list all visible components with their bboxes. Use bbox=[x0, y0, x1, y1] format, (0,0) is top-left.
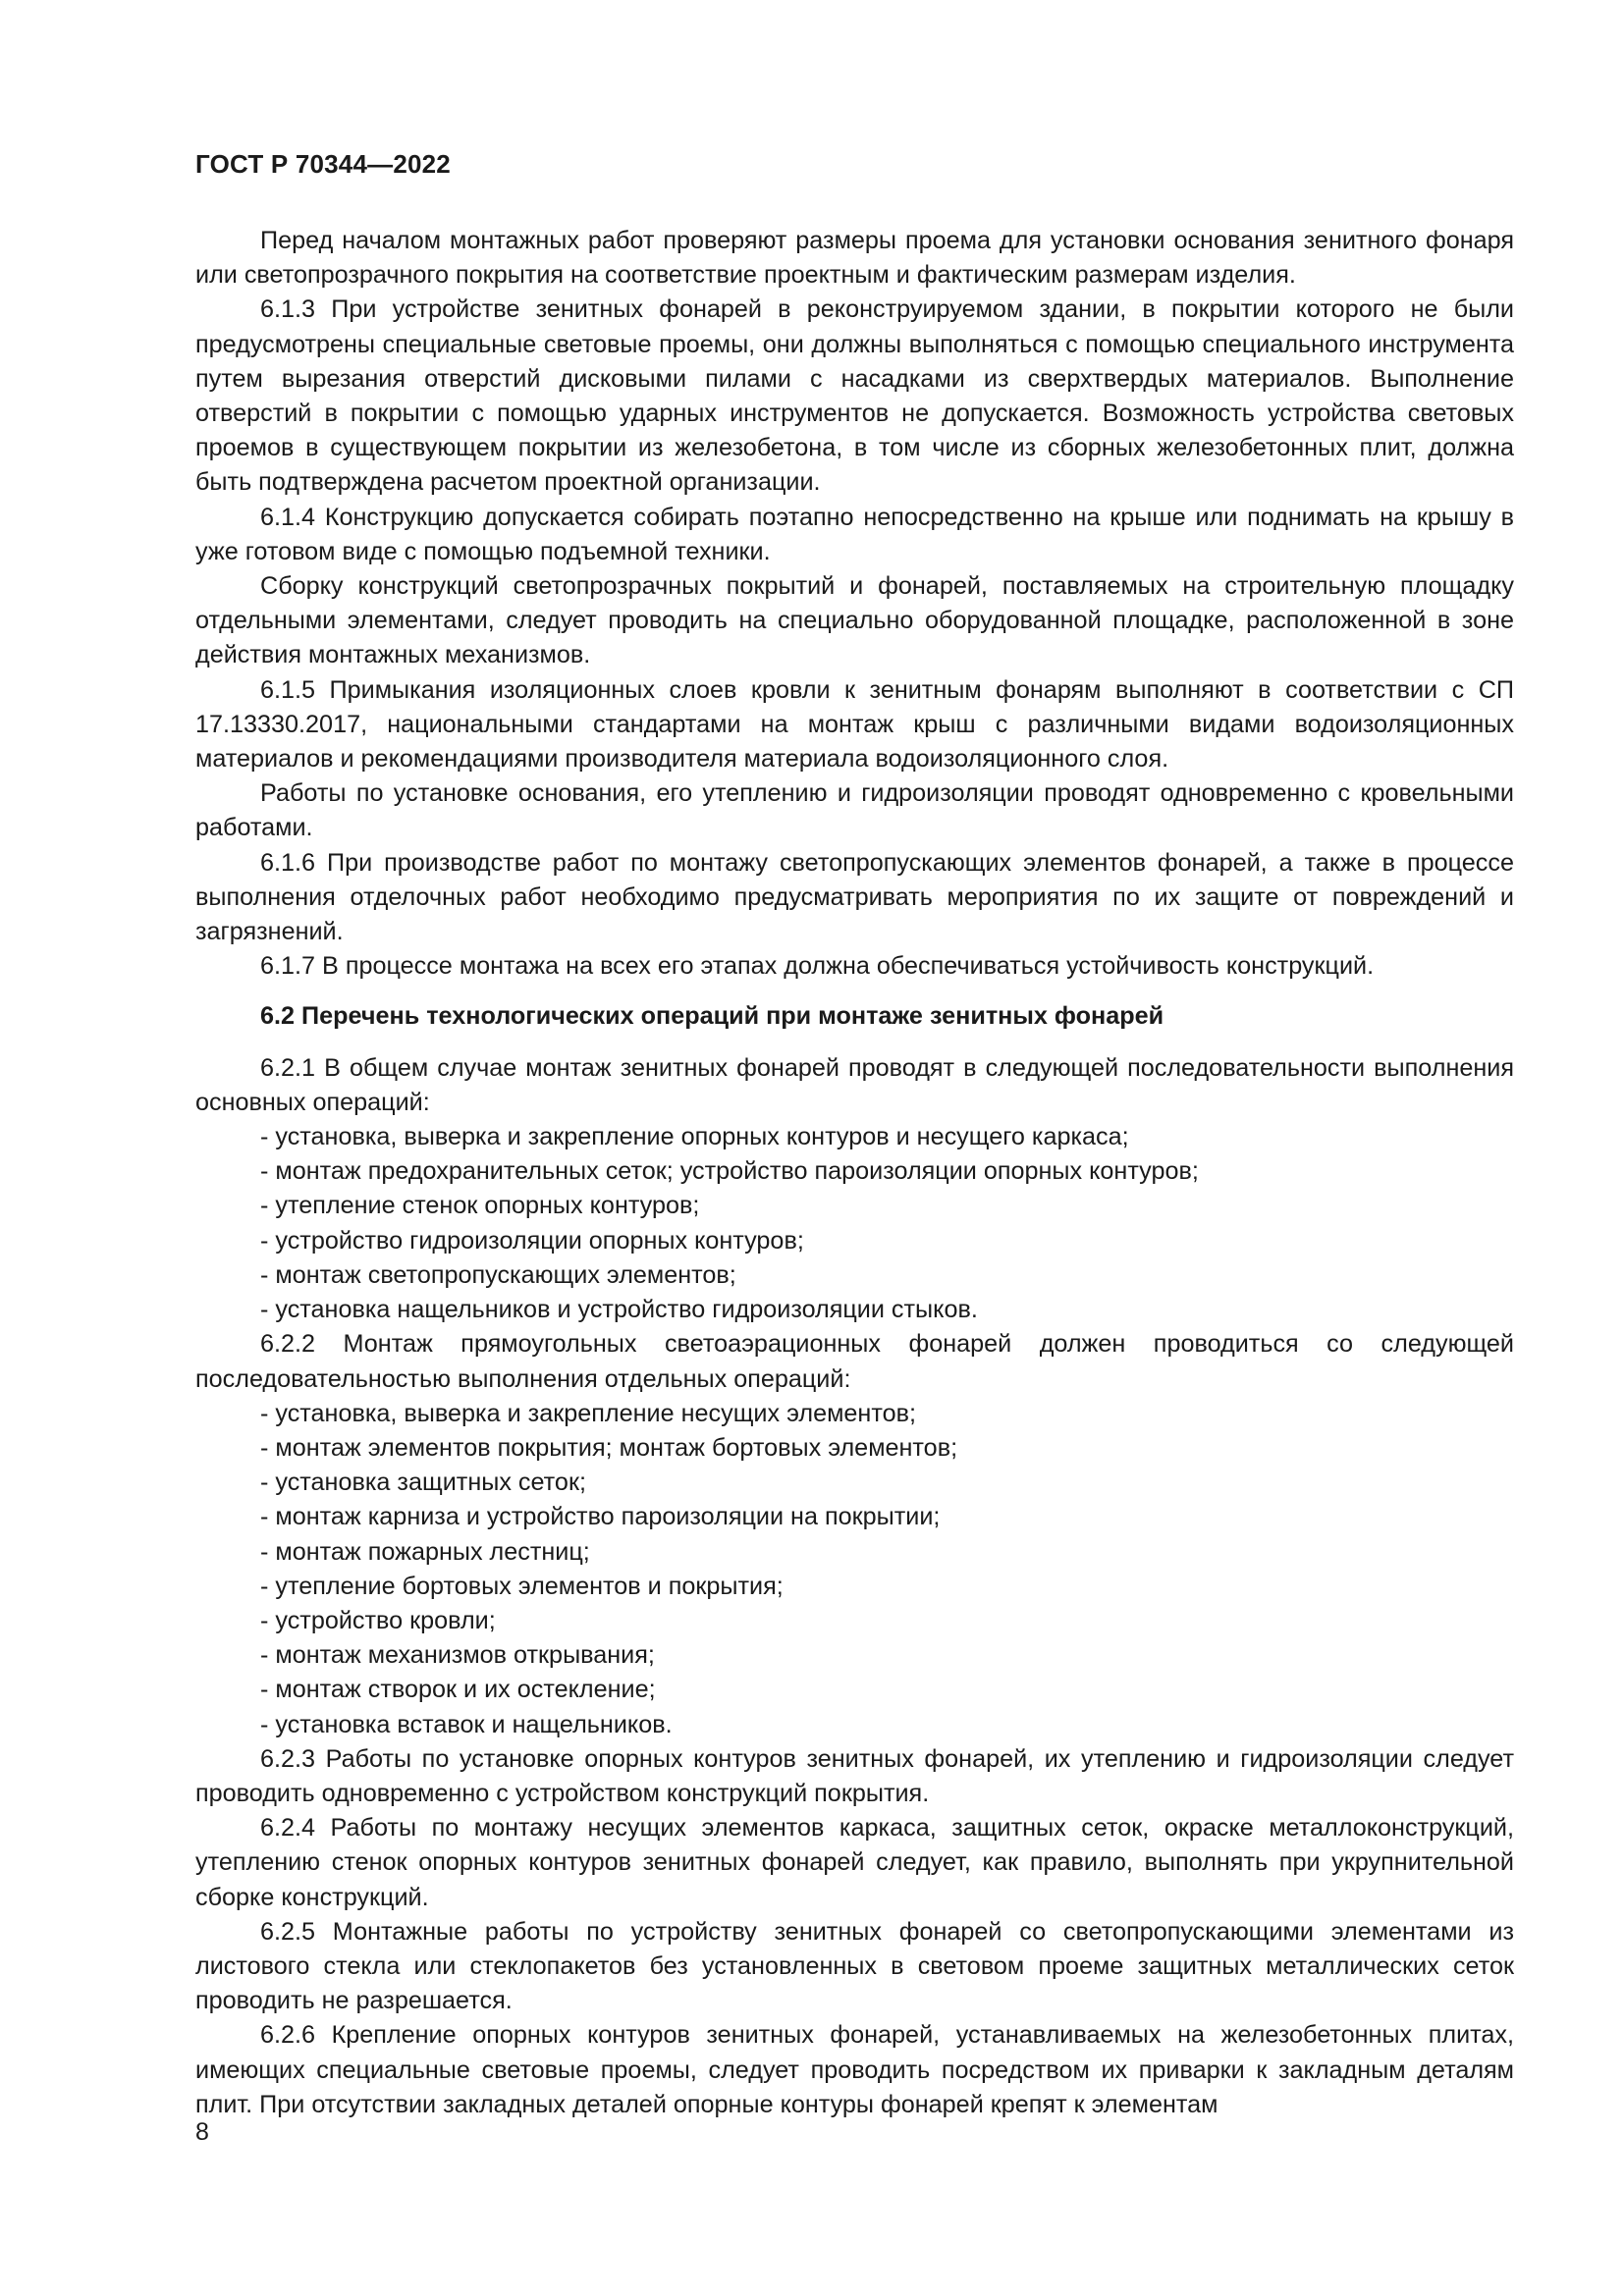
list-item: - установка, выверка и закрепление несущих элементов; bbox=[260, 1399, 916, 1427]
paragraph-6-1-4: 6.1.4 Конструкцию допускается собирать поэтапно непосредственно на крыше или поднимать на крышу в уже готовом виде с помощью подъемной техники. bbox=[195, 503, 1514, 565]
list-item: - устройство кровли; bbox=[260, 1606, 496, 1634]
paragraph-6-2-5: 6.2.5 Монтажные работы по устройству зенитных фонарей со светопропускающими элементами из листового стекла или стеклопакетов без установленных в световом проеме защитных металлических сеток проводить не разрешается. bbox=[195, 1917, 1514, 2015]
list-item: - устройство гидроизоляции опорных контуров; bbox=[260, 1226, 804, 1255]
list-item: - установка вставок и нащельников. bbox=[260, 1710, 673, 1738]
paragraph-6-1-6: 6.1.6 При производстве работ по монтажу светопропускающих элементов фонарей, а также в процессе выполнения отделочных работ необходимо предусматривать мероприятия по их защите от повреждений и загрязнений. bbox=[195, 848, 1514, 946]
list-item: - монтаж створок и их остекление; bbox=[260, 1676, 656, 1704]
list-item: - утепление стенок опорных контуров; bbox=[260, 1192, 700, 1220]
paragraph-6-2-4: 6.2.4 Работы по монтажу несущих элементов каркаса, защитных сеток, окраске металлоконструкций, утеплению стенок опорных контуров зенитных фонарей следует, как правило, выполнять при укрупнительной сборке конструкций. bbox=[195, 1814, 1514, 1911]
paragraph-6-2-6: 6.2.6 Крепление опорных контуров зенитных фонарей, устанавливаемых на железобетонных плитах, имеющих специальные световые проемы, следует проводить посредством их приварки к закладным деталям плит. При отсутствии закладных деталей опорные контуры фонарей крепят к элементам bbox=[195, 2021, 1514, 2118]
list-item: - монтаж элементов покрытия; монтаж бортовых элементов; bbox=[260, 1433, 958, 1462]
list-item: - монтаж механизмов открывания; bbox=[260, 1641, 655, 1670]
operations-list-2 bbox=[195, 1397, 1514, 1742]
operations-list-1 bbox=[195, 1120, 1514, 1327]
paragraph-6-2-3: 6.2.3 Работы по установке опорных контуров зенитных фонарей, их утеплению и гидроизоляции следует проводить одновременно с устройством конструкций покрытия. bbox=[195, 1744, 1514, 1807]
paragraph: Сборку конструкций светопрозрачных покрытий и фонарей, поставляемых на строительную площадку отдельными элементами, следует проводить на специально оборудованной площадке, расположенной в зоне действия монтажных механизмов. bbox=[195, 572, 1514, 669]
list-item: - монтаж карниза и устройство пароизоляции на покрытии; bbox=[260, 1503, 941, 1531]
list-item: - установка, выверка и закрепление опорных контуров и несущего каркаса; bbox=[260, 1123, 1129, 1151]
page-number: 8 bbox=[195, 2118, 209, 2146]
paragraph-6-1-3: 6.1.3 При устройстве зенитных фонарей в реконструируемом здании, в покрытии которого не были предусмотрены специальные световые проемы, они должны выполняться с помощью специального инструмента путем вырезания отверстий дисковыми пилами с насадками из сверхтвердых материалов. Выполнение отверстий в покрытии с помощью ударных инструментов не допускается. Возможность устройства световых проемов в существующем покрытии из железобетона, в том числе из сборных железобетонных плит, должна быть подтверждена расчетом проектной организации. bbox=[195, 295, 1514, 497]
list-item: - монтаж светопропускающих элементов; bbox=[260, 1260, 736, 1289]
paragraph: Перед началом монтажных работ проверяют размеры проема для установки основания зенитного фонаря или светопрозрачного покрытия на соответствие проектным и фактическим размерам изделия. bbox=[195, 227, 1514, 290]
list-item: - монтаж предохранительных сеток; устройство пароизоляции опорных контуров; bbox=[260, 1157, 1199, 1186]
list-item: - монтаж пожарных лестниц; bbox=[260, 1537, 590, 1566]
paragraph-6-1-7: 6.1.7 В процессе монтажа на всех его этапах должна обеспечиваться устойчивость конструкций. bbox=[260, 952, 1375, 981]
paragraph: Работы по установке основания, его утеплению и гидроизоляции проводят одновременно с кровельными работами. bbox=[195, 779, 1514, 842]
document-code-header: ГОСТ Р 70344—2022 bbox=[195, 149, 451, 179]
paragraph-6-1-5: 6.1.5 Примыкания изоляционных слоев кровли к зенитным фонарям выполняют в соответствии с СП 17.13330.2017, национальными стандартами на монтаж крыш с различными видами водоизоляционных материалов и рекомендациями производителя материала водоизоляционного слоя. bbox=[195, 675, 1514, 774]
paragraph-6-2-2: 6.2.2 Монтаж прямоугольных светоаэрационных фонарей должен проводиться со следующей последовательностью выполнения отдельных операций: bbox=[195, 1330, 1514, 1393]
page-body bbox=[195, 224, 1514, 2122]
section-heading-6-2: 6.2 Перечень технологических операций при монтаже зенитных фонарей bbox=[260, 1002, 1164, 1031]
list-item: - установка нащельников и устройство гидроизоляции стыков. bbox=[260, 1296, 978, 1324]
list-item: - утепление бортовых элементов и покрытия; bbox=[260, 1572, 784, 1600]
list-item: - установка защитных сеток; bbox=[260, 1468, 586, 1497]
paragraph-6-2-1: 6.2.1 В общем случае монтаж зенитных фонарей проводят в следующей последовательности выполнения основных операций: bbox=[195, 1053, 1514, 1116]
